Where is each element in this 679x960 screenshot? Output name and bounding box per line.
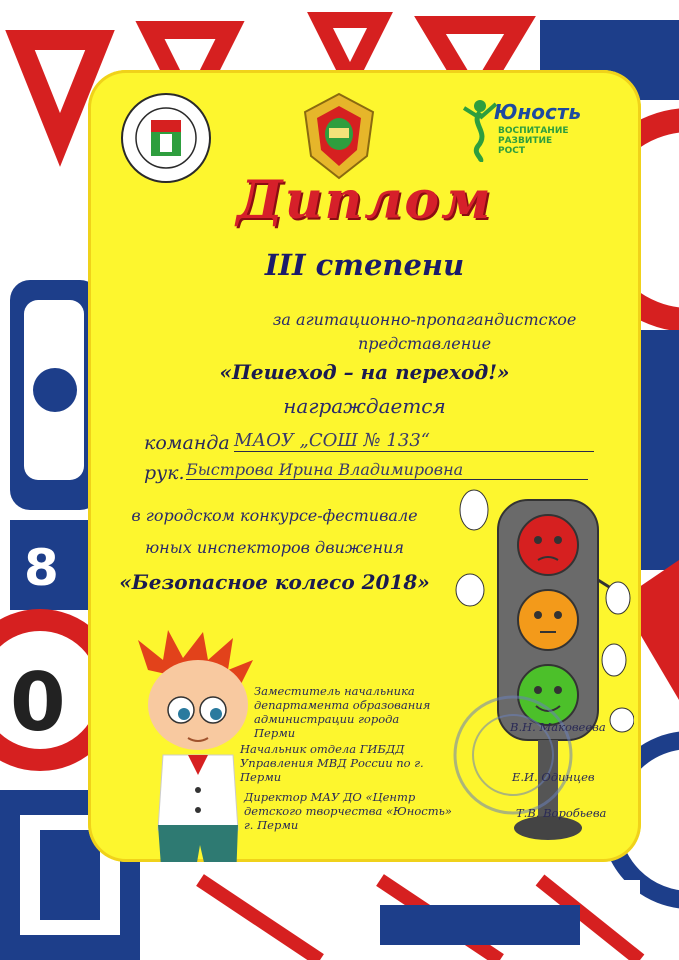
signature-title-3: Директор МАУ ДО «Центр детского творчества «Юность» г. Перми <box>244 790 452 832</box>
team-value: МАОУ „СОШ № 133“ <box>234 430 594 452</box>
event-name: «Пешеход – на переход!» <box>219 360 510 384</box>
svg-text:0: 0 <box>10 656 66 749</box>
svg-text:8: 8 <box>24 539 59 597</box>
signature-title-2: Начальник отдела ГИБДД Управления МВД России по г. Перми <box>240 742 424 784</box>
team-label: команда <box>144 432 230 454</box>
signature-name-1: В.Н. Маковеева <box>510 720 606 734</box>
diploma-degree: III степени <box>264 248 465 282</box>
official-stamp-icon <box>448 690 578 820</box>
signature-name-2: Е.И. Одинцев <box>512 770 595 784</box>
contest-line-1: в городском конкурсе-фестивале <box>131 506 418 525</box>
contest-line-2: юных инспекторов движения <box>145 538 404 557</box>
contest-name: «Безопасное колесо 2018» <box>119 570 430 594</box>
yunost-sub: ВОСПИТАНИЕ РАЗВИТИЕ РОСТ <box>498 126 569 156</box>
lead-label: рук. <box>144 462 185 484</box>
diploma-card <box>88 70 641 862</box>
awarded-label: награждается <box>283 394 446 418</box>
yunost-brand: Юность <box>494 100 582 124</box>
yunost-logo <box>460 98 610 162</box>
signature-title-1: Заместитель начальника департамента образования администрации города Перми <box>254 684 431 740</box>
diploma-title: Диплом <box>236 170 493 231</box>
lead-value: Быстрова Ирина Владимировна <box>186 460 588 480</box>
signature-name-3: Т.В. Воробьева <box>516 806 607 820</box>
traffic-police-emblem-icon <box>293 90 385 182</box>
purpose-line-2: представление <box>357 334 492 353</box>
purpose-line-1: за агитационно-пропагандистское <box>272 310 577 329</box>
